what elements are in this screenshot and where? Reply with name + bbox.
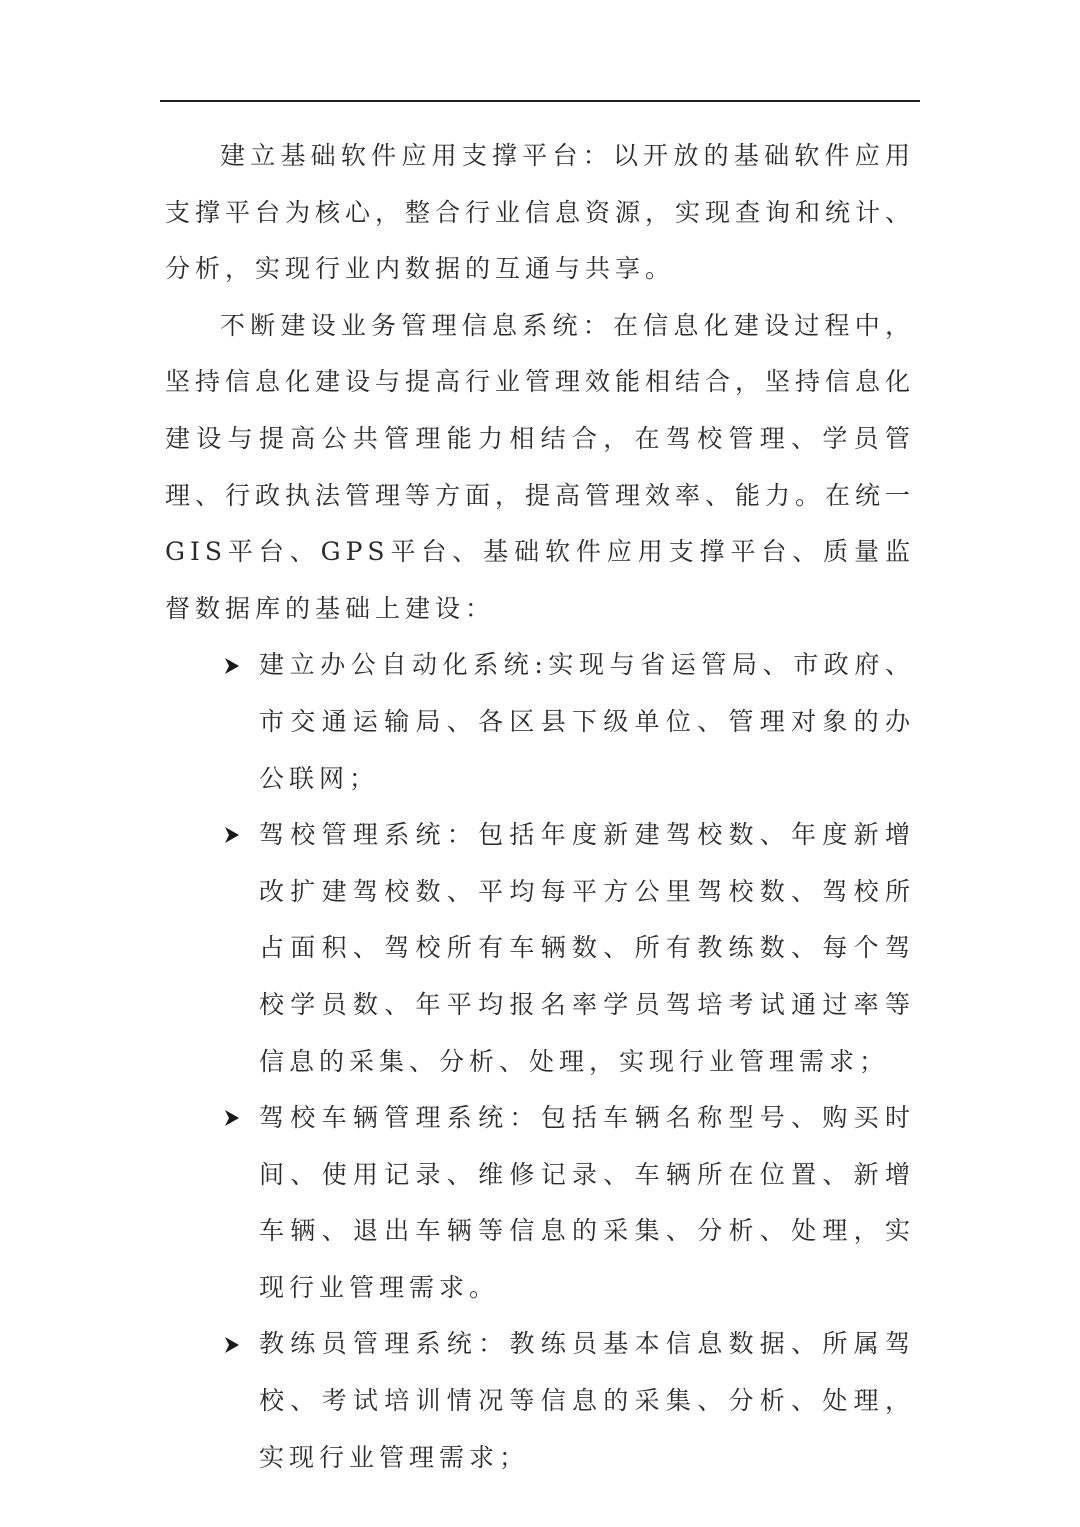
list-item-driving-school-management [165,807,915,1090]
list-item-office-automation [165,637,915,807]
document-body [165,128,915,1486]
list-item-text: 建立办公自动化系统:实现与省运管局、市政府、市交通运输局、各区县下级单位、管理对象的办公联网； [259,650,915,793]
list-item-instructor-management [165,1316,915,1486]
arrowhead-bullet-icon [220,807,244,864]
list-item-vehicle-management [165,1090,915,1316]
list-item-text: 教练员管理系统：教练员基本信息数据、所属驾校、考试培训情况等信息的采集、分析、处理，实现行业管理需求； [259,1329,915,1472]
paragraph-support-platform: 建立基础软件应用支撑平台：以开放的基础软件应用支撑平台为核心，整合行业信息资源，实现查询和统计、分析，实现行业内数据的互通与共享。 [165,141,916,284]
paragraph-management-systems: 不断建设业务管理信息系统：在信息化建设过程中，坚持信息化建设与提高行业管理效能相结合，坚持信息化建设与提高公共管理能力相结合，在驾校管理、学员管理、行政执法管理等方面，提高管理效率、能力。在统一GIS平台、GPS平台、基础软件应用支撑平台、质量监督数据库的基础上建设： [165,310,916,623]
list-item-text: 驾校管理系统：包括年度新建驾校数、年度新增改扩建驾校数、平均每平方公里驾校数、驾校所占面积、驾校所有车辆数、所有教练数、每个驾校学员数、年平均报名率学员驾培考试通过率等信息的采集、分析、处理，实现行业管理需求； [259,820,915,1076]
arrowhead-bullet-icon [220,1090,244,1147]
system-list [165,637,915,1486]
header-rule [160,100,920,102]
list-item-text: 驾校车辆管理系统：包括车辆名称型号、购买时间、使用记录、维修记录、车辆所在位置、新增车辆、退出车辆等信息的采集、分析、处理，实现行业管理需求。 [259,1103,915,1302]
arrowhead-bullet-icon [220,637,244,694]
arrowhead-bullet-icon [220,1316,244,1373]
